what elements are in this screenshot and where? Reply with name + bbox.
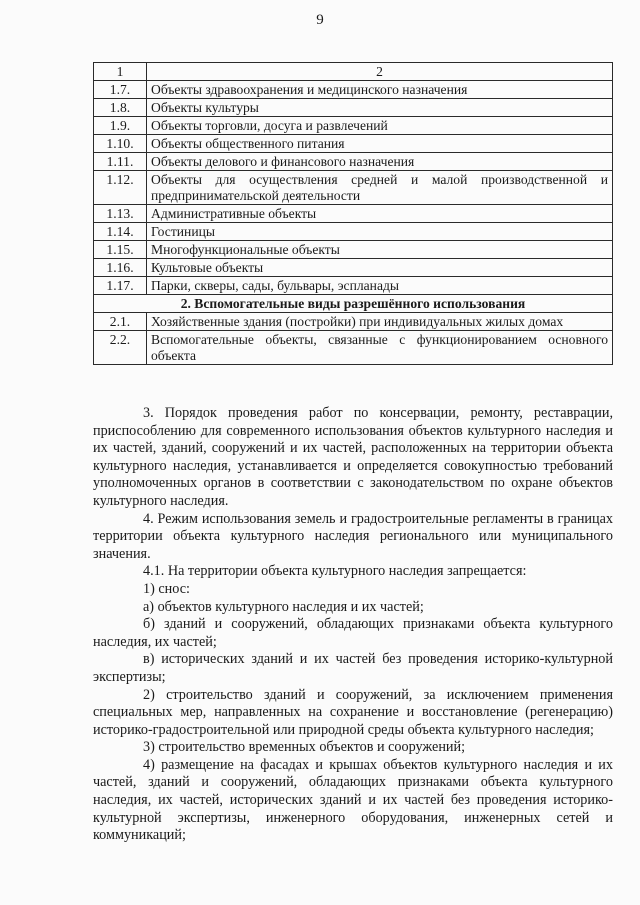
row-number: 1.16. xyxy=(94,259,147,277)
row-description: Многофункциональные объекты xyxy=(147,241,613,259)
table-row xyxy=(94,205,613,223)
row-description: Хозяйственные здания (постройки) при индивидуальных жилых домах xyxy=(147,313,613,331)
row-number: 1.9. xyxy=(94,117,147,135)
row-description: Объекты общественного питания xyxy=(147,135,613,153)
row-number: 1.8. xyxy=(94,99,147,117)
table-row xyxy=(94,241,613,259)
row-number: 1.7. xyxy=(94,81,147,99)
paragraph: 4. Режим использования земель и градостроительные регламенты в границах территории объекта культурного наследия регионального или муниципального значения. xyxy=(93,510,613,562)
table-row xyxy=(94,153,613,171)
row-description: Объекты культуры xyxy=(147,99,613,117)
row-description: Объекты здравоохранения и медицинского назначения xyxy=(147,81,613,99)
table-row xyxy=(94,331,613,365)
table-row xyxy=(94,223,613,241)
section-heading-row xyxy=(94,295,613,313)
row-description: Административные объекты xyxy=(147,205,613,223)
row-number: 1.14. xyxy=(94,223,147,241)
row-number: 2.1. xyxy=(94,313,147,331)
table-row xyxy=(94,81,613,99)
table-header-row xyxy=(94,63,613,81)
header-col-number: 1 xyxy=(94,63,147,81)
row-number: 1.11. xyxy=(94,153,147,171)
document-body xyxy=(93,405,613,845)
row-number: 1.17. xyxy=(94,277,147,295)
paragraph: в) исторических зданий и их частей без проведения историко-культурной экспертизы; xyxy=(93,651,613,685)
row-description: Объекты делового и финансового назначения xyxy=(147,153,613,171)
row-description: Культовые объекты xyxy=(147,259,613,277)
paragraph: а) объектов культурного наследия и их частей; xyxy=(143,598,424,615)
table-row xyxy=(94,117,613,135)
row-description: Объекты торговли, досуга и развлечений xyxy=(147,117,613,135)
page-number: 9 xyxy=(316,12,324,28)
paragraph: 3) строительство временных объектов и сооружений; xyxy=(143,739,466,756)
paragraph: 4.1. На территории объекта культурного наследия запрещается: xyxy=(143,563,527,580)
section-heading: 2. Вспомогательные виды разрешённого использования xyxy=(94,295,613,313)
table-row xyxy=(94,171,613,205)
paragraph: б) зданий и сооружений, обладающих признаками объекта культурного наследия, их частей; xyxy=(93,616,613,650)
row-number: 2.2. xyxy=(94,331,147,365)
row-description: Вспомогательные объекты, связанные с функционированием основного объекта xyxy=(147,331,613,365)
row-number: 1.10. xyxy=(94,135,147,153)
table-row xyxy=(94,135,613,153)
paragraph: 2) строительство зданий и сооружений, за исключением применения специальных мер, направленных на сохранение и восстановление (регенерацию) историко-градостроительной или природной среды объекта культурного наследия; xyxy=(93,686,613,738)
row-description: Объекты для осуществления средней и малой производственной и предпринимательской деятельности xyxy=(147,171,613,205)
paragraph: 4) размещение на фасадах и крышах объектов культурного наследия и их частей, зданий и сооружений, обладающих признаками объекта культурного наследия, их частей, исторических зданий и их частей без проведения историко-культурной экспертизы, инженерного оборудования, инженерных сетей и коммуникаций; xyxy=(93,756,613,844)
table-row xyxy=(94,313,613,331)
row-description: Парки, скверы, сады, бульвары, эспланады xyxy=(147,277,613,295)
table-row xyxy=(94,99,613,117)
header-col-text: 2 xyxy=(147,63,613,81)
paragraph: 1) снос: xyxy=(143,580,190,597)
table-row xyxy=(94,259,613,277)
row-number: 1.15. xyxy=(94,241,147,259)
row-number: 1.13. xyxy=(94,205,147,223)
table-row xyxy=(94,277,613,295)
paragraph: 3. Порядок проведения работ по консервации, ремонту, реставрации, приспособлению для современного использования объектов культурного наследия и их частей, зданий, сооружений и их частей, расположенных на территории объекта культурного наследия, устанавливается и определяется совокупностью требований уполномоченных органов в соответствии с законодательством по охране объектов культурного наследия. xyxy=(93,405,613,509)
row-number: 1.12. xyxy=(94,171,147,205)
permitted-uses-table xyxy=(93,62,613,365)
row-description: Гостиницы xyxy=(147,223,613,241)
